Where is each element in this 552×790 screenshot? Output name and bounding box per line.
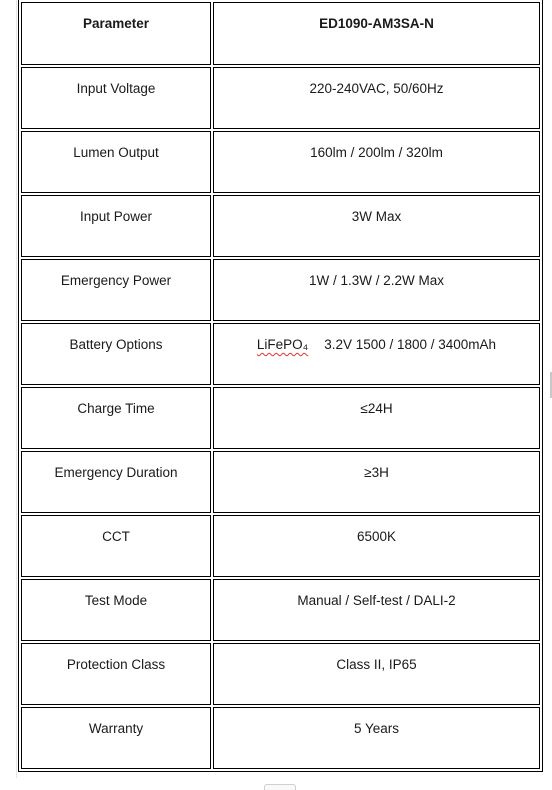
value-label: 3W Max [351, 209, 402, 224]
header-param-label: Parameter [82, 16, 150, 31]
value-label: 6500K [356, 529, 397, 544]
param-cell[interactable] [21, 323, 211, 385]
table-row [21, 515, 540, 577]
value-cell[interactable] [213, 259, 540, 321]
param-label: Lumen Output [73, 145, 159, 160]
value-cell[interactable] [213, 643, 540, 705]
value-label: Manual / Self-test / DALI-2 [297, 593, 456, 608]
table-row [21, 707, 540, 769]
value-label: ≤24H [360, 401, 393, 416]
param-label: Input Power [79, 209, 153, 224]
param-label: Warranty [88, 721, 144, 736]
value-cell[interactable] [213, 451, 540, 513]
param-label: Battery Options [69, 337, 163, 352]
table-row [21, 387, 540, 449]
param-cell[interactable] [21, 643, 211, 705]
table-row [21, 131, 540, 193]
param-label: Input Voltage [76, 81, 156, 96]
param-cell[interactable] [21, 131, 211, 193]
table-row [21, 323, 540, 385]
page-edge-line [16, 0, 17, 778]
param-label: Emergency Duration [54, 465, 178, 480]
value-cell[interactable] [213, 387, 540, 449]
value-cell[interactable] [213, 131, 540, 193]
table-row [21, 643, 540, 705]
header-value-cell[interactable] [213, 2, 540, 65]
table-header-row [21, 2, 540, 65]
table-row [21, 451, 540, 513]
value-label: 5 Years [353, 721, 400, 736]
page-tab-marker [264, 784, 296, 790]
param-label: Test Mode [84, 593, 148, 608]
param-label: Emergency Power [60, 273, 172, 288]
table-row [21, 579, 540, 641]
value-cell[interactable] [213, 515, 540, 577]
param-label: Protection Class [66, 657, 166, 672]
param-label: CCT [102, 529, 130, 544]
param-label: Charge Time [77, 401, 155, 416]
param-cell[interactable] [21, 579, 211, 641]
value-label: ≥3H [364, 465, 389, 480]
param-cell[interactable] [21, 195, 211, 257]
value-label: 220-240VAC, 50/60Hz [309, 81, 444, 96]
battery-spec-label: 3.2V 1500 / 1800 / 3400mAh [324, 337, 497, 352]
param-cell[interactable] [21, 67, 211, 129]
param-cell[interactable] [21, 451, 211, 513]
value-cell[interactable] [213, 67, 540, 129]
battery-value [214, 324, 539, 353]
param-cell[interactable] [21, 707, 211, 769]
value-label: 1W / 1.3W / 2.2W Max [308, 273, 445, 288]
table-row [21, 259, 540, 321]
param-cell[interactable] [21, 387, 211, 449]
param-cell[interactable] [21, 515, 211, 577]
spec-table [18, 0, 543, 772]
value-cell[interactable] [213, 707, 540, 769]
table-row [21, 67, 540, 129]
value-label: Class II, IP65 [336, 657, 417, 672]
value-cell[interactable] [213, 579, 540, 641]
value-label: 160lm / 200lm / 320lm [310, 145, 443, 160]
battery-chemistry-label: LiFePO₄ [256, 337, 309, 352]
param-cell[interactable] [21, 259, 211, 321]
header-value-label: ED1090-AM3SA-N [319, 16, 434, 31]
value-cell[interactable] [213, 323, 540, 385]
table-row [21, 195, 540, 257]
value-cell[interactable] [213, 195, 540, 257]
header-param-cell[interactable] [21, 2, 211, 65]
